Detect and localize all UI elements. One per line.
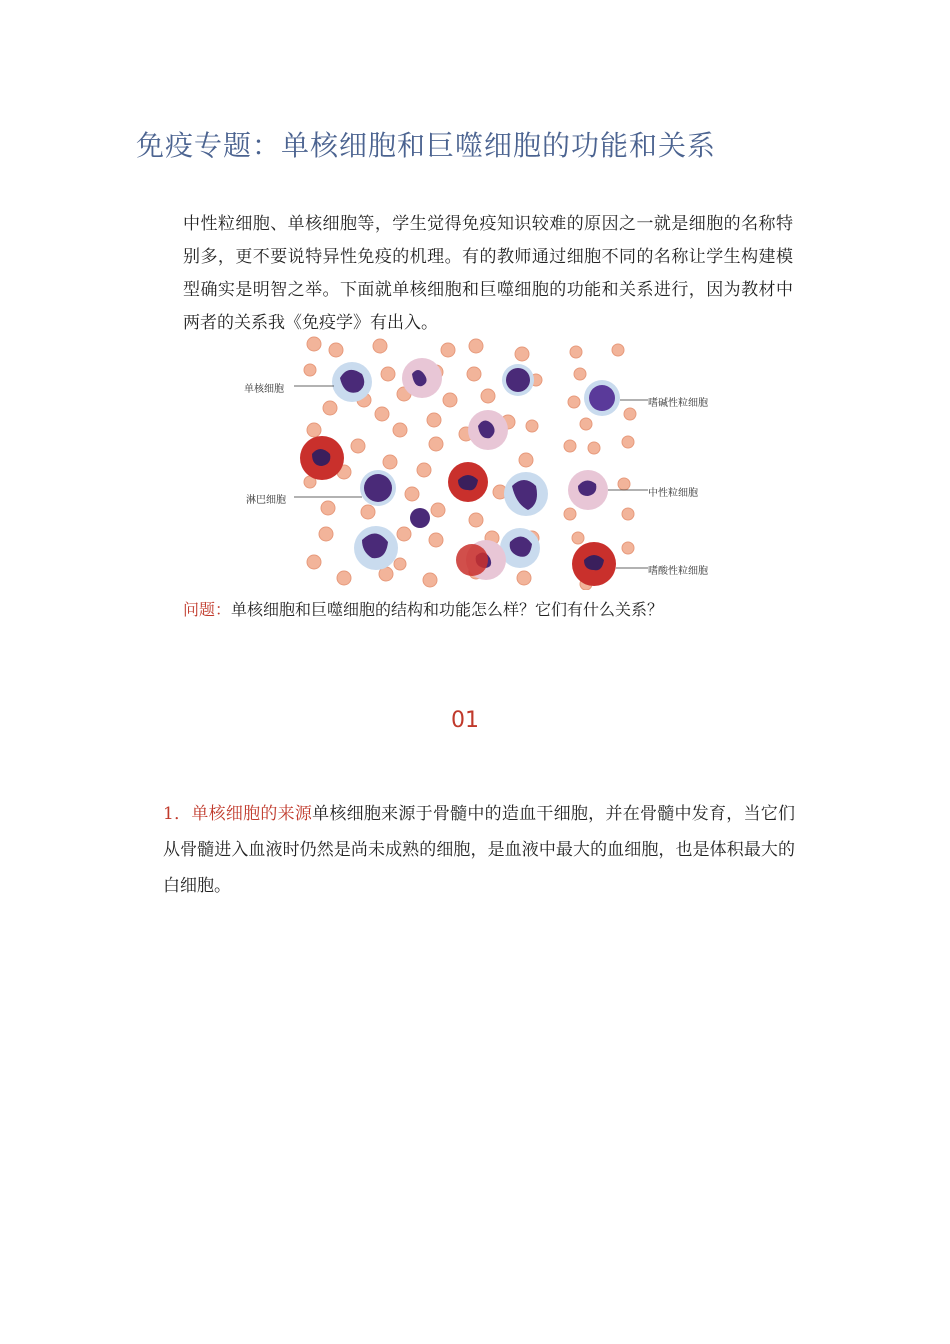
section-number: 01 bbox=[451, 708, 479, 733]
neutrophil-cell-right bbox=[568, 470, 608, 510]
label-basophil: 嗜碱性粒细胞 bbox=[648, 398, 708, 409]
paragraph-1-text: 单核细胞来源于骨髓中的造血干细胞，并在骨髓中发育，当它们从骨髓进入血液时仍然是尚未成熟的细胞，是血液中最大的血细胞，也是体积最大的白细胞。 bbox=[163, 804, 795, 896]
paragraph-1 bbox=[163, 796, 795, 904]
label-monocyte: 单核细胞 bbox=[244, 384, 284, 395]
question-text: 单核细胞和巨噬细胞的结构和功能怎么样？它们有什么关系？ bbox=[231, 600, 664, 619]
page-title: 免疫专题：单核细胞和巨噬细胞的功能和关系 bbox=[136, 129, 717, 162]
question-label: 问题： bbox=[183, 600, 232, 619]
blood-cell-figure bbox=[240, 334, 720, 590]
intro-paragraph: 中性粒细胞、单核细胞等，学生觉得免疫知识较难的原因之一就是细胞的名称特别多，更不要说特异性免疫的机理。有的教师通过细胞不同的名称让学生构建模型确实是明智之举。下面就单核细胞和巨噬细胞的功能和关系进行，因为教材中两者的关系我《免疫学》有出入。 bbox=[183, 214, 793, 333]
label-eosinophil: 嗜酸性粒细胞 bbox=[648, 566, 708, 577]
question-line bbox=[183, 597, 663, 620]
label-neutrophil: 中性粒细胞 bbox=[648, 488, 698, 499]
label-lymphocyte: 淋巴细胞 bbox=[246, 495, 286, 506]
eosinophil-cell-right bbox=[572, 542, 616, 586]
basophil-cell bbox=[584, 380, 620, 416]
paragraph-1-heading: 1．单核细胞的来源 bbox=[163, 804, 313, 824]
blood-smear-illustration bbox=[240, 334, 720, 590]
